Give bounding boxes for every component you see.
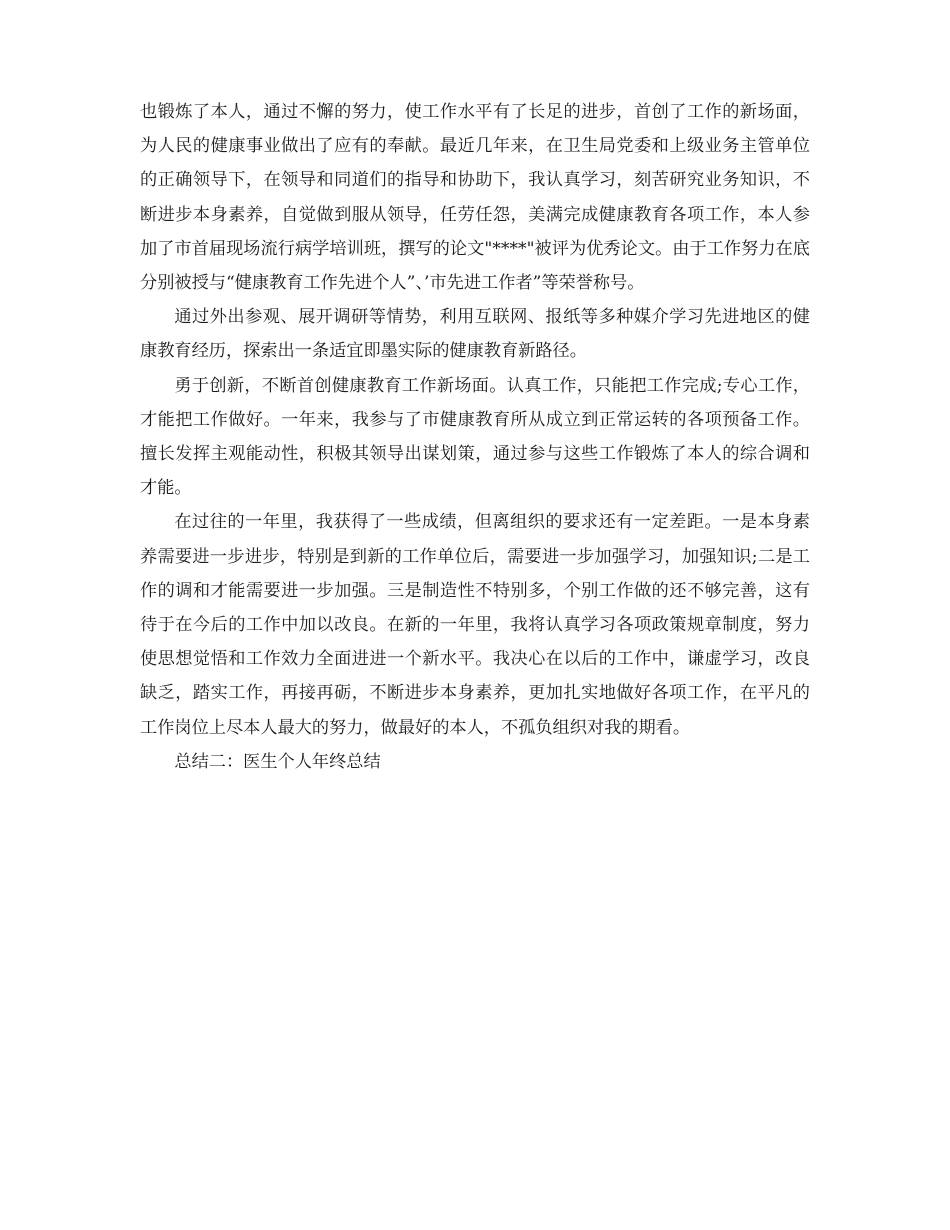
paragraph-continuation: 也锻炼了本人，通过不懈的努力，使工作水平有了长足的进步，首创了工作的新场面，为人民的健康事业做出了应有的奉献。最近几年来，在卫生局党委和上级业务主管单位的正确领导下，在领导和同道们的指导和协助下，我认真学习，刻苦研究业务知识，不断进步本身素养，自觉做到服从领导，任劳任怨，美满完成健康教育各项工作，本人参加了市首届现场流行病学培训班，撰写的论文"****"被评为优秀论文。由于工作努力在底分别被授与“健康教育工作先进个人”、’市先进工作者”等荣誉称号。 [140, 102, 810, 294]
section-heading-summary-two: 总结二：医生个人年终总结 [174, 751, 381, 772]
paragraph-shortcomings-and-plans: 在过往的一年里，我获得了一些成绩，但离组织的要求还有一定差距。一是本身素养需要进一步进步，特别是到新的工作单位后，需要进一步加强学习，加强知识;二是工作的调和才能需要进一步加强。三是制造性不特别多，个别工作做的还不够完善，这有待于在今后的工作中加以改良。在新的一年里，我将认真学习各项政策规章制度，努力使思想觉悟和工作效力全面进进一个新水平。我决心在以后的工作中，谦虚学习，改良缺乏，踏实工作，再接再砺，不断进步本身素养，更加扎实地做好各项工作，在平凡的工作岗位上尽本人最大的努力，做最好的本人，不孤负组织对我的期看。 [140, 512, 810, 738]
paragraph-learning-methods: 通过外出参观、展开调研等情势，利用互联网、报纸等多种媒介学习先进地区的健康教育经历，探索出一条适宜即墨实际的健康教育新路径。 [140, 307, 810, 362]
paragraph-innovation: 勇于创新，不断首创健康教育工作新场面。认真工作，只能把工作完成;专心工作，才能把工作做好。一年来，我参与了市健康教育所从成立到正常运转的各项预备工作。擅长发挥主观能动性，积极其领导出谋划策，通过参与这些工作锻炼了本人的综合调和才能。 [140, 375, 810, 499]
document-body [140, 95, 810, 779]
